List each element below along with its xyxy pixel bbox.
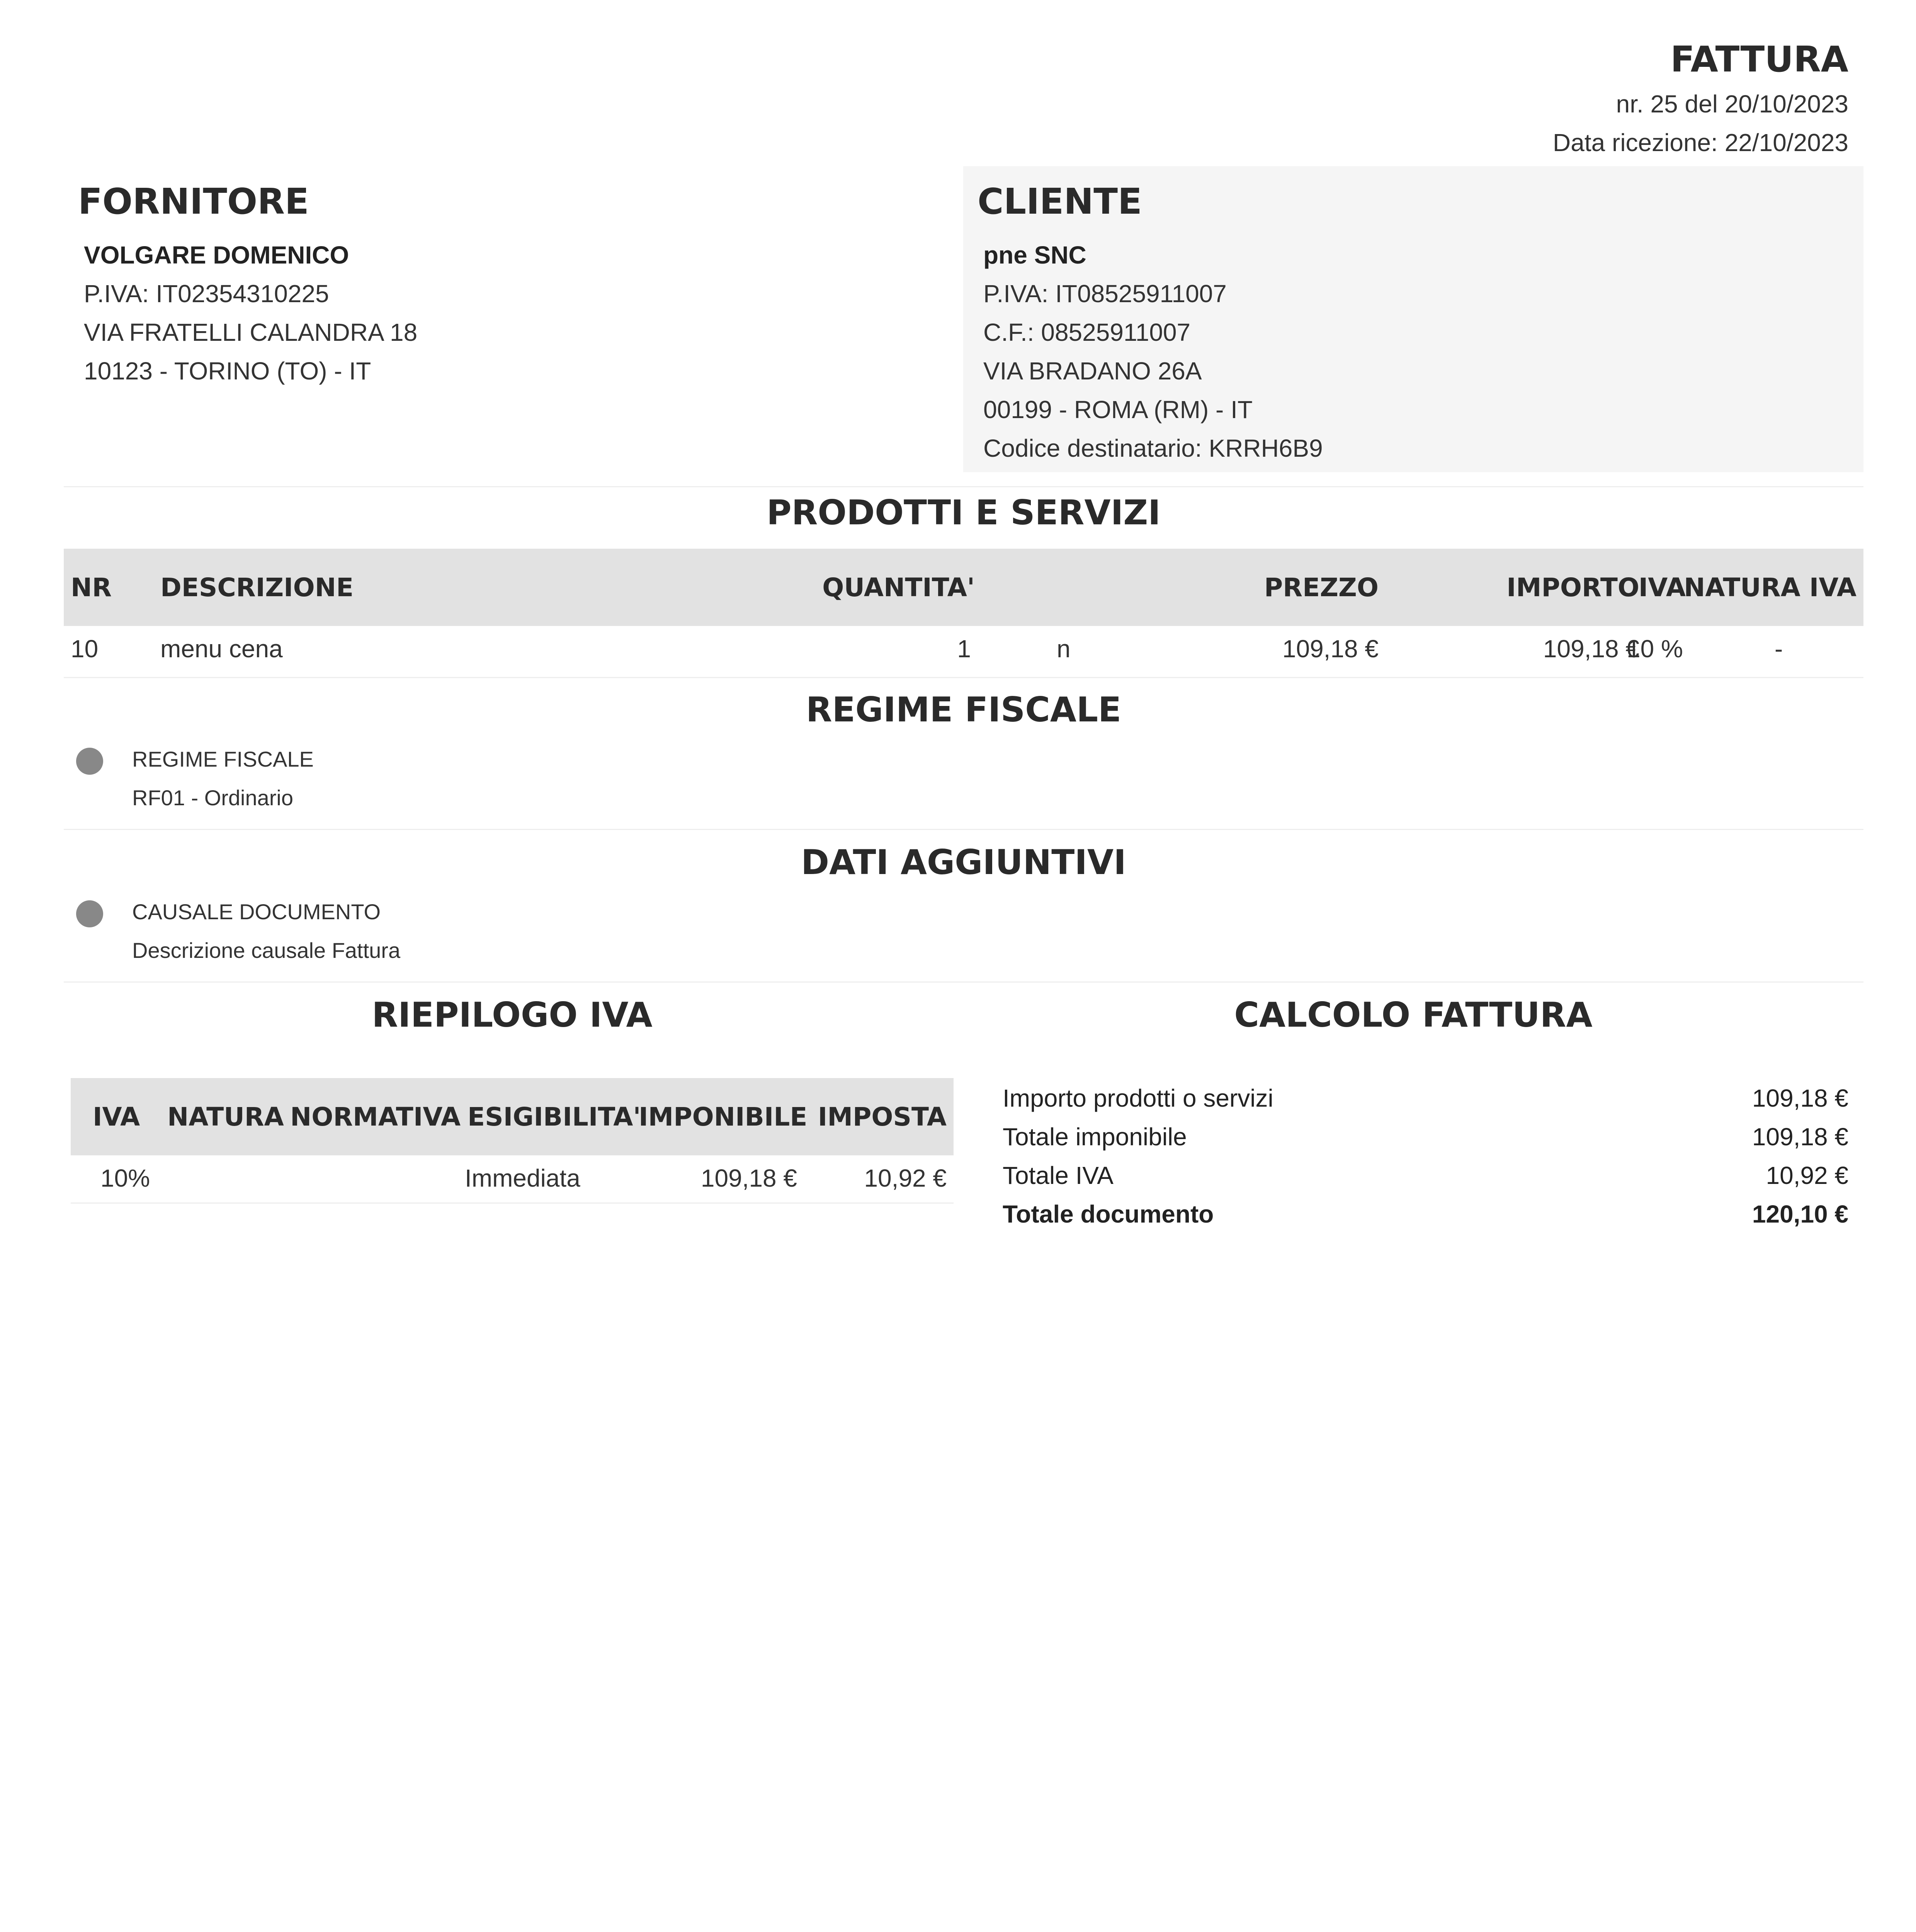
supplier-details [84,236,417,390]
row-price: 109,18 € [1282,635,1379,663]
table-row [64,626,1863,676]
supplier-address: VIA FRATELLI CALANDRA 18 [84,318,418,346]
client-tax-code: C.F.: 08525911007 [983,318,1191,346]
tax-regime-label: REGIME FISCALE [132,747,314,771]
supplier-city: 10123 - TORINO (TO) - IT [84,357,371,385]
col-price: PREZZO [1264,573,1379,602]
line-label: Importo prodotti o servizi [1003,1084,1273,1112]
additional-data-title: DATI AGGIUNTIVI [801,842,1126,882]
divider [71,1202,954,1204]
client-address: VIA BRADANO 26A [983,357,1202,385]
receipt-date: Data ricezione: 22/10/2023 [1553,129,1848,156]
col-vat: IVA [93,1102,140,1132]
divider [64,677,1863,678]
line-label: Totale imponibile [1003,1123,1187,1151]
vat-row-rate: 10% [100,1164,150,1192]
line-value: 10,92 € [1766,1162,1848,1189]
supplier-heading: FORNITORE [78,181,309,222]
products-table-header [64,549,1863,626]
col-taxable: IMPONIBILE [639,1102,808,1132]
table-row [71,1155,954,1202]
client-city: 00199 - ROMA (RM) - IT [983,396,1253,423]
total-value: 120,10 € [1752,1200,1848,1228]
col-nature: NATURA [167,1102,284,1132]
invoice-title: FATTURA [1670,39,1848,80]
supplier-vat: P.IVA: IT02354310225 [84,280,329,308]
supplier-name: VOLGARE DOMENICO [84,241,349,269]
col-due: ESIGIBILITA' [468,1102,641,1132]
divider [64,981,1863,983]
causale-value: Descrizione causale Fattura [132,938,401,963]
row-unit: n [1057,635,1071,663]
col-norm: NORMATIVA [290,1102,461,1132]
total-label: Totale documento [1003,1200,1214,1228]
line-value: 109,18 € [1752,1084,1848,1112]
row-vat-nature: - [1775,635,1783,663]
row-nr: 10 [71,635,99,663]
line-value: 109,18 € [1752,1123,1848,1151]
divider [64,829,1863,830]
row-amount: 109,18 € [1543,635,1639,663]
bullet-icon [76,900,103,927]
tax-regime-title: REGIME FISCALE [806,690,1122,730]
client-details [983,236,1323,468]
col-description: DESCRIZIONE [160,573,354,602]
col-vat-nature: NATURA IVA [1684,573,1856,602]
col-amount: IMPORTO [1506,573,1639,602]
bullet-icon [76,748,103,775]
row-vat: 10 % [1627,635,1683,663]
vat-table-header [71,1078,954,1155]
row-quantity: 1 [957,635,971,663]
products-title: PRODOTTI E SERVIZI [767,493,1161,532]
vat-row-taxable: 109,18 € [700,1164,797,1192]
vat-row-due: Immediata [465,1164,580,1192]
client-heading: CLIENTE [978,181,1142,222]
invoice-number: nr. 25 del 20/10/2023 [1616,90,1848,118]
col-nr: NR [71,573,112,602]
supplier-block [64,166,952,472]
col-vat: IVA [1638,573,1686,602]
line-label: Totale IVA [1003,1162,1114,1189]
client-vat: P.IVA: IT08525911007 [983,280,1227,308]
col-tax: IMPOSTA [818,1102,947,1132]
vat-row-tax: 10,92 € [864,1164,947,1192]
col-quantity: QUANTITA' [822,573,975,602]
client-name: pne SNC [983,241,1086,269]
causale-label: CAUSALE DOCUMENTO [132,900,381,924]
vat-summary-title: RIEPILOGO IVA [372,995,653,1035]
tax-regime-value: RF01 - Ordinario [132,786,294,810]
divider [64,486,1863,487]
client-recipient-code: Codice destinatario: KRRH6B9 [983,434,1323,462]
row-description: menu cena [160,635,283,663]
client-block [963,166,1863,472]
calculation-title: CALCOLO FATTURA [1234,995,1593,1035]
